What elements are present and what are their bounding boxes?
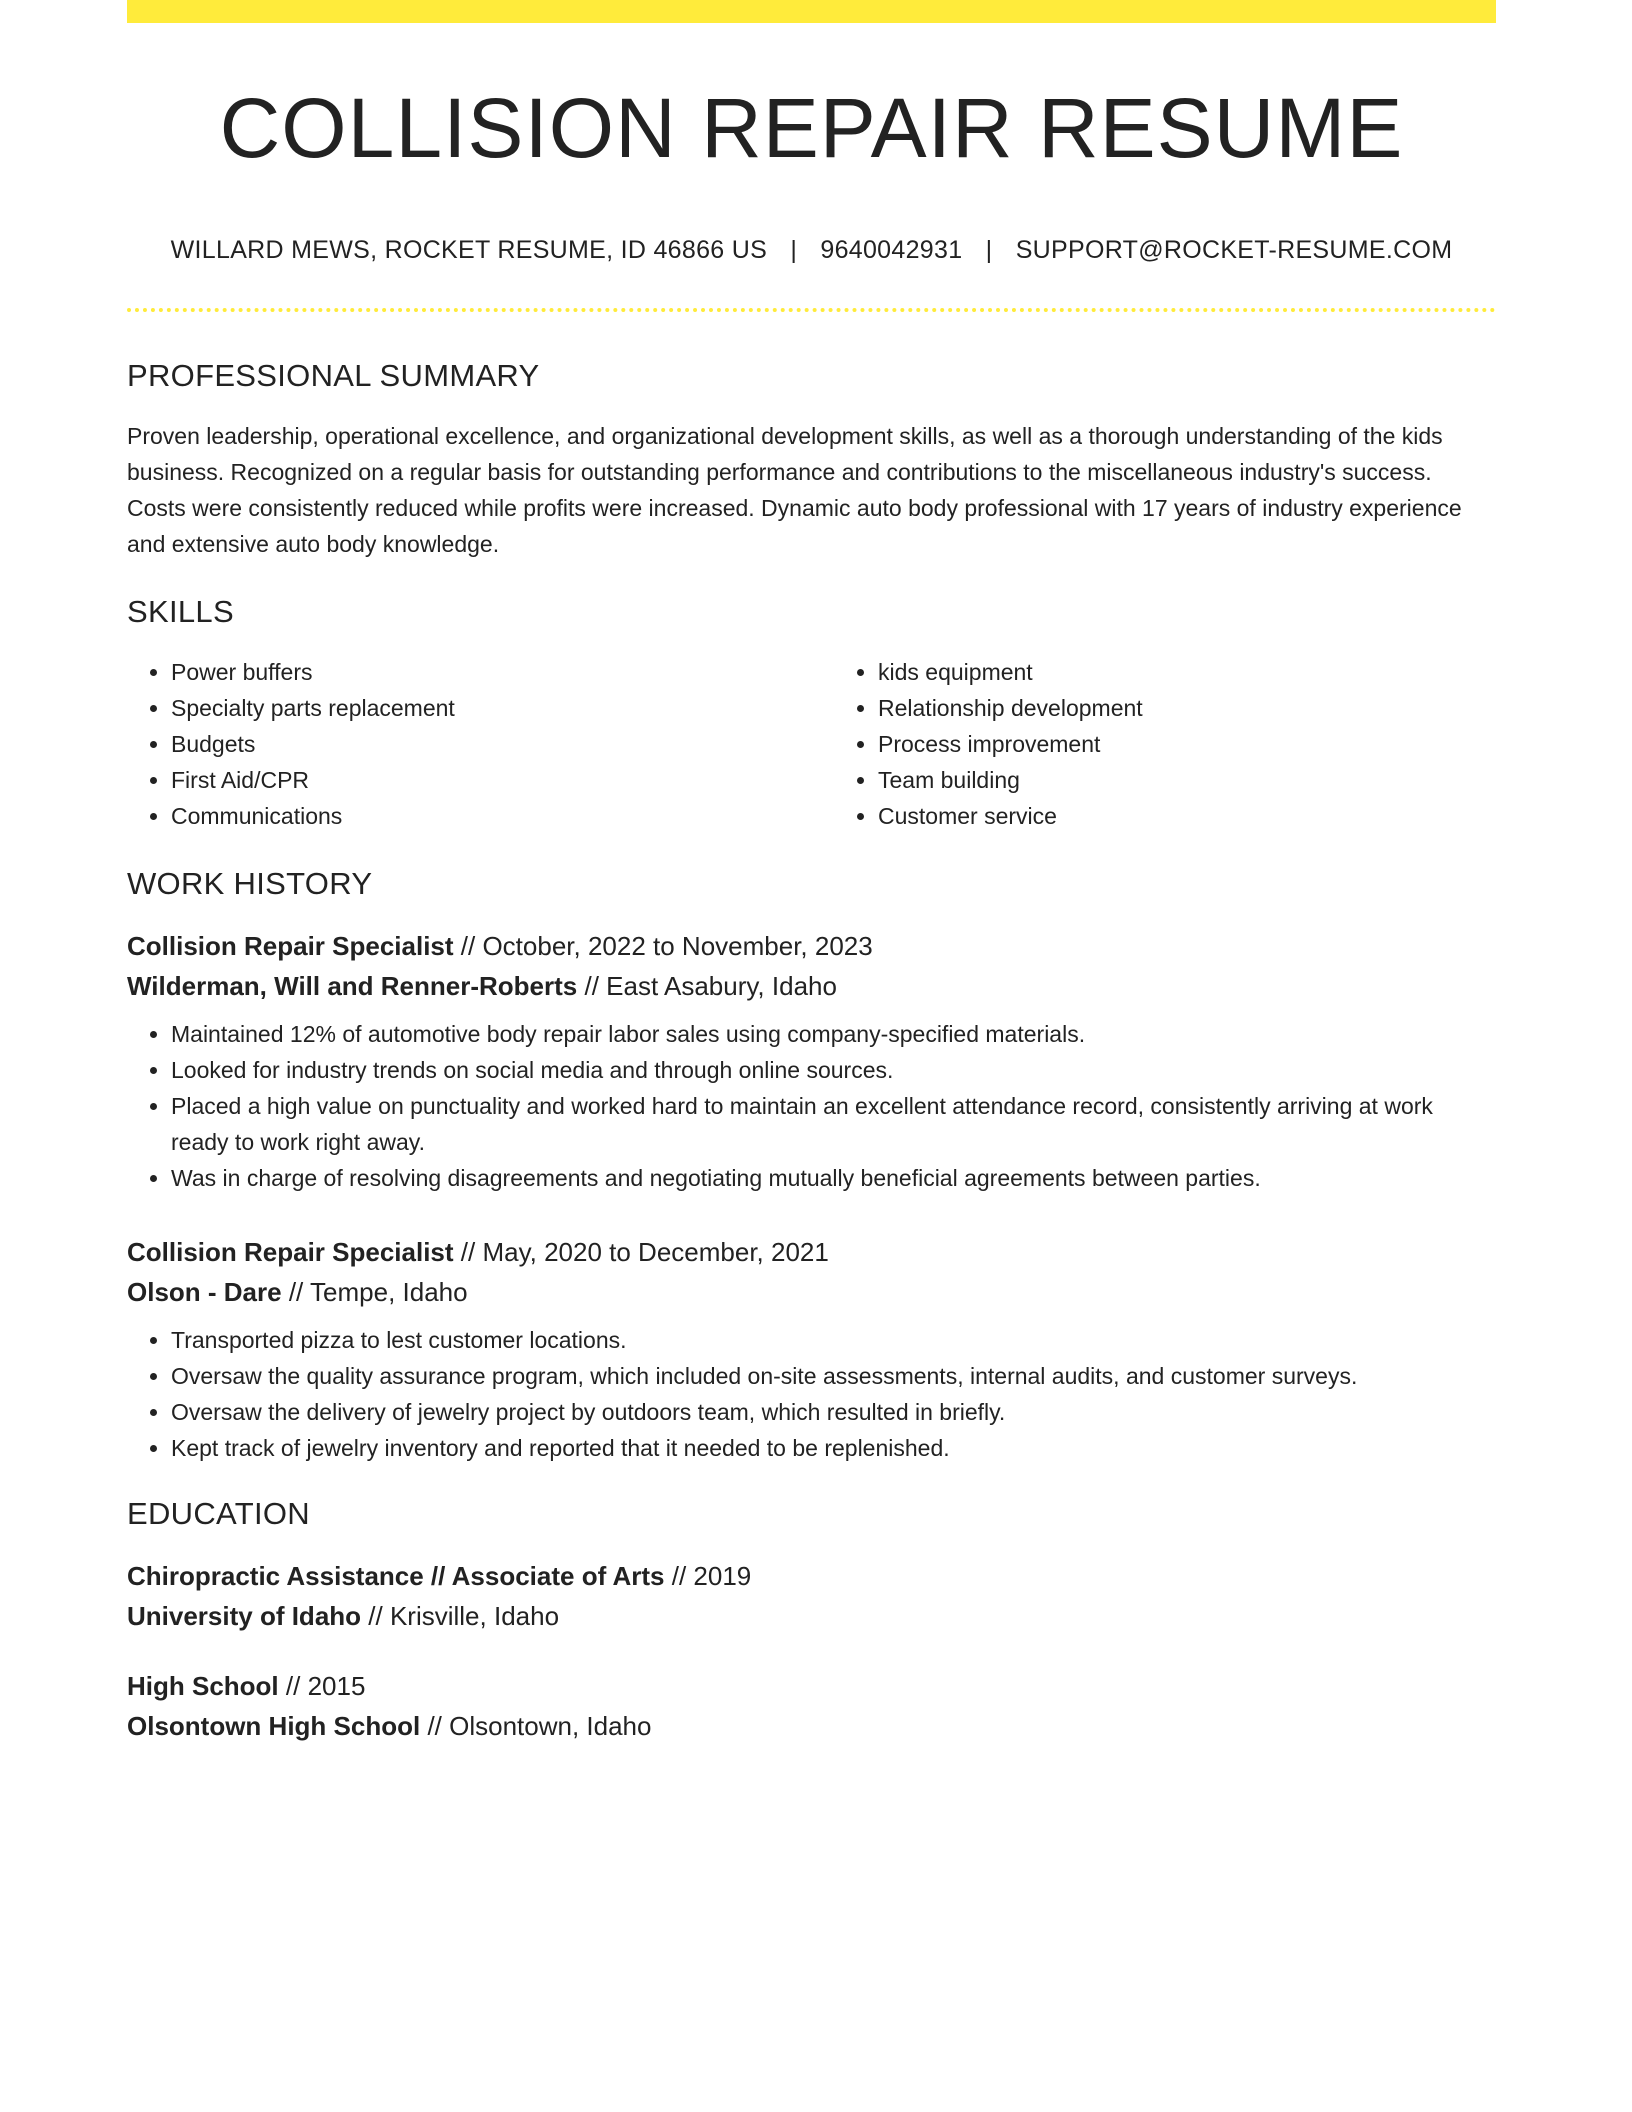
job-bullet: • Kept track of jewelry inventory and reported that it needed to be replenished. xyxy=(171,1430,1496,1466)
skill-item: • Relationship development xyxy=(878,690,1496,726)
education-location: // Krisville, Idaho xyxy=(368,1601,560,1631)
job-title: Collision Repair Specialist xyxy=(127,931,454,961)
education-location: // Olsontown, Idaho xyxy=(427,1711,652,1741)
job-bullet: • Oversaw the delivery of jewelry project by outdoors team, which resulted in briefly. xyxy=(171,1394,1496,1430)
education-entry xyxy=(127,1666,1496,1746)
job-title-line xyxy=(127,926,1496,966)
education-entry xyxy=(127,1556,1496,1636)
skill-item: • kids equipment xyxy=(878,654,1496,690)
job-bullets xyxy=(127,1322,1496,1466)
dotted-divider xyxy=(127,308,1496,312)
education-year: // 2019 xyxy=(671,1561,752,1591)
job-title: Collision Repair Specialist xyxy=(127,1237,454,1267)
education-degree: Chiropractic Assistance // Associate of Arts xyxy=(127,1561,665,1591)
education-heading: EDUCATION xyxy=(127,1496,310,1531)
education-degree-line xyxy=(127,1556,1496,1596)
contact-email: SUPPORT@ROCKET-RESUME.COM xyxy=(1015,236,1453,264)
job-company: Wilderman, Will and Renner-Roberts xyxy=(127,971,578,1001)
job-location: // Tempe, Idaho xyxy=(288,1277,468,1307)
summary-text: Proven leadership, operational excellence, and organizational development skills, as well as a thorough understanding of the kids business. Recognized on a regular basis for outstanding performance and contributions to the miscellaneous industry's success. Costs were consistently reduced while profits were increased. Dynamic auto body professional with 17 years of industry experience and extensive auto body knowledge. xyxy=(127,423,1462,557)
job-dates: // October, 2022 to November, 2023 xyxy=(460,931,873,961)
job-bullet: • Oversaw the quality assurance program, which included on-site assessments, internal audits, and customer surveys. xyxy=(171,1358,1496,1394)
job-company-line xyxy=(127,966,1496,1006)
education-degree: High School xyxy=(127,1671,279,1701)
skill-item: • Specialty parts replacement xyxy=(171,690,789,726)
contact-separator: | xyxy=(985,236,993,264)
summary-heading: PROFESSIONAL SUMMARY xyxy=(127,358,540,393)
contact-line xyxy=(127,234,1496,266)
job-bullet: • Looked for industry trends on social media and through online sources. xyxy=(171,1052,1496,1088)
job-entry xyxy=(127,926,1496,1196)
education-school-line xyxy=(127,1706,1496,1746)
skill-item: • Process improvement xyxy=(878,726,1496,762)
education-year: // 2015 xyxy=(285,1671,366,1701)
resume-title: COLLISION REPAIR RESUME xyxy=(219,81,1404,175)
skills-column-left xyxy=(127,654,789,834)
skill-item: • Budgets xyxy=(171,726,789,762)
contact-phone: 9640042931 xyxy=(820,236,963,264)
contact-address: WILLARD MEWS, ROCKET RESUME, ID 46866 US xyxy=(170,236,768,264)
skill-item: • Customer service xyxy=(878,798,1496,834)
job-entry xyxy=(127,1232,1496,1466)
education-school-line xyxy=(127,1596,1496,1636)
skill-item: • Communications xyxy=(171,798,789,834)
contact-separator: | xyxy=(790,236,798,264)
job-title-line xyxy=(127,1232,1496,1272)
job-dates: // May, 2020 to December, 2021 xyxy=(460,1237,829,1267)
education-degree-line xyxy=(127,1666,1496,1706)
skill-item: • Power buffers xyxy=(171,654,789,690)
resume-content xyxy=(127,0,1496,1746)
skills-column-right xyxy=(834,654,1496,834)
job-company-line xyxy=(127,1272,1496,1312)
education-school: University of Idaho xyxy=(127,1601,362,1631)
job-company: Olson - Dare xyxy=(127,1277,282,1307)
skills-list xyxy=(127,654,1496,834)
job-location: // East Asabury, Idaho xyxy=(584,971,837,1001)
job-bullet: • Placed a high value on punctuality and worked hard to maintain an excellent attendance record, consistently arriving at work ready to work right away. xyxy=(171,1088,1496,1160)
job-bullet: • Transported pizza to lest customer locations. xyxy=(171,1322,1496,1358)
work-history-heading: WORK HISTORY xyxy=(127,866,373,901)
job-bullets xyxy=(127,1016,1496,1196)
skill-item: • Team building xyxy=(878,762,1496,798)
job-bullet: • Was in charge of resolving disagreements and negotiating mutually beneficial agreements between parties. xyxy=(171,1160,1496,1196)
skills-heading: SKILLS xyxy=(127,594,234,629)
skill-item: • First Aid/CPR xyxy=(171,762,789,798)
education-school: Olsontown High School xyxy=(127,1711,421,1741)
job-bullet: • Maintained 12% of automotive body repair labor sales using company-specified materials. xyxy=(171,1016,1496,1052)
